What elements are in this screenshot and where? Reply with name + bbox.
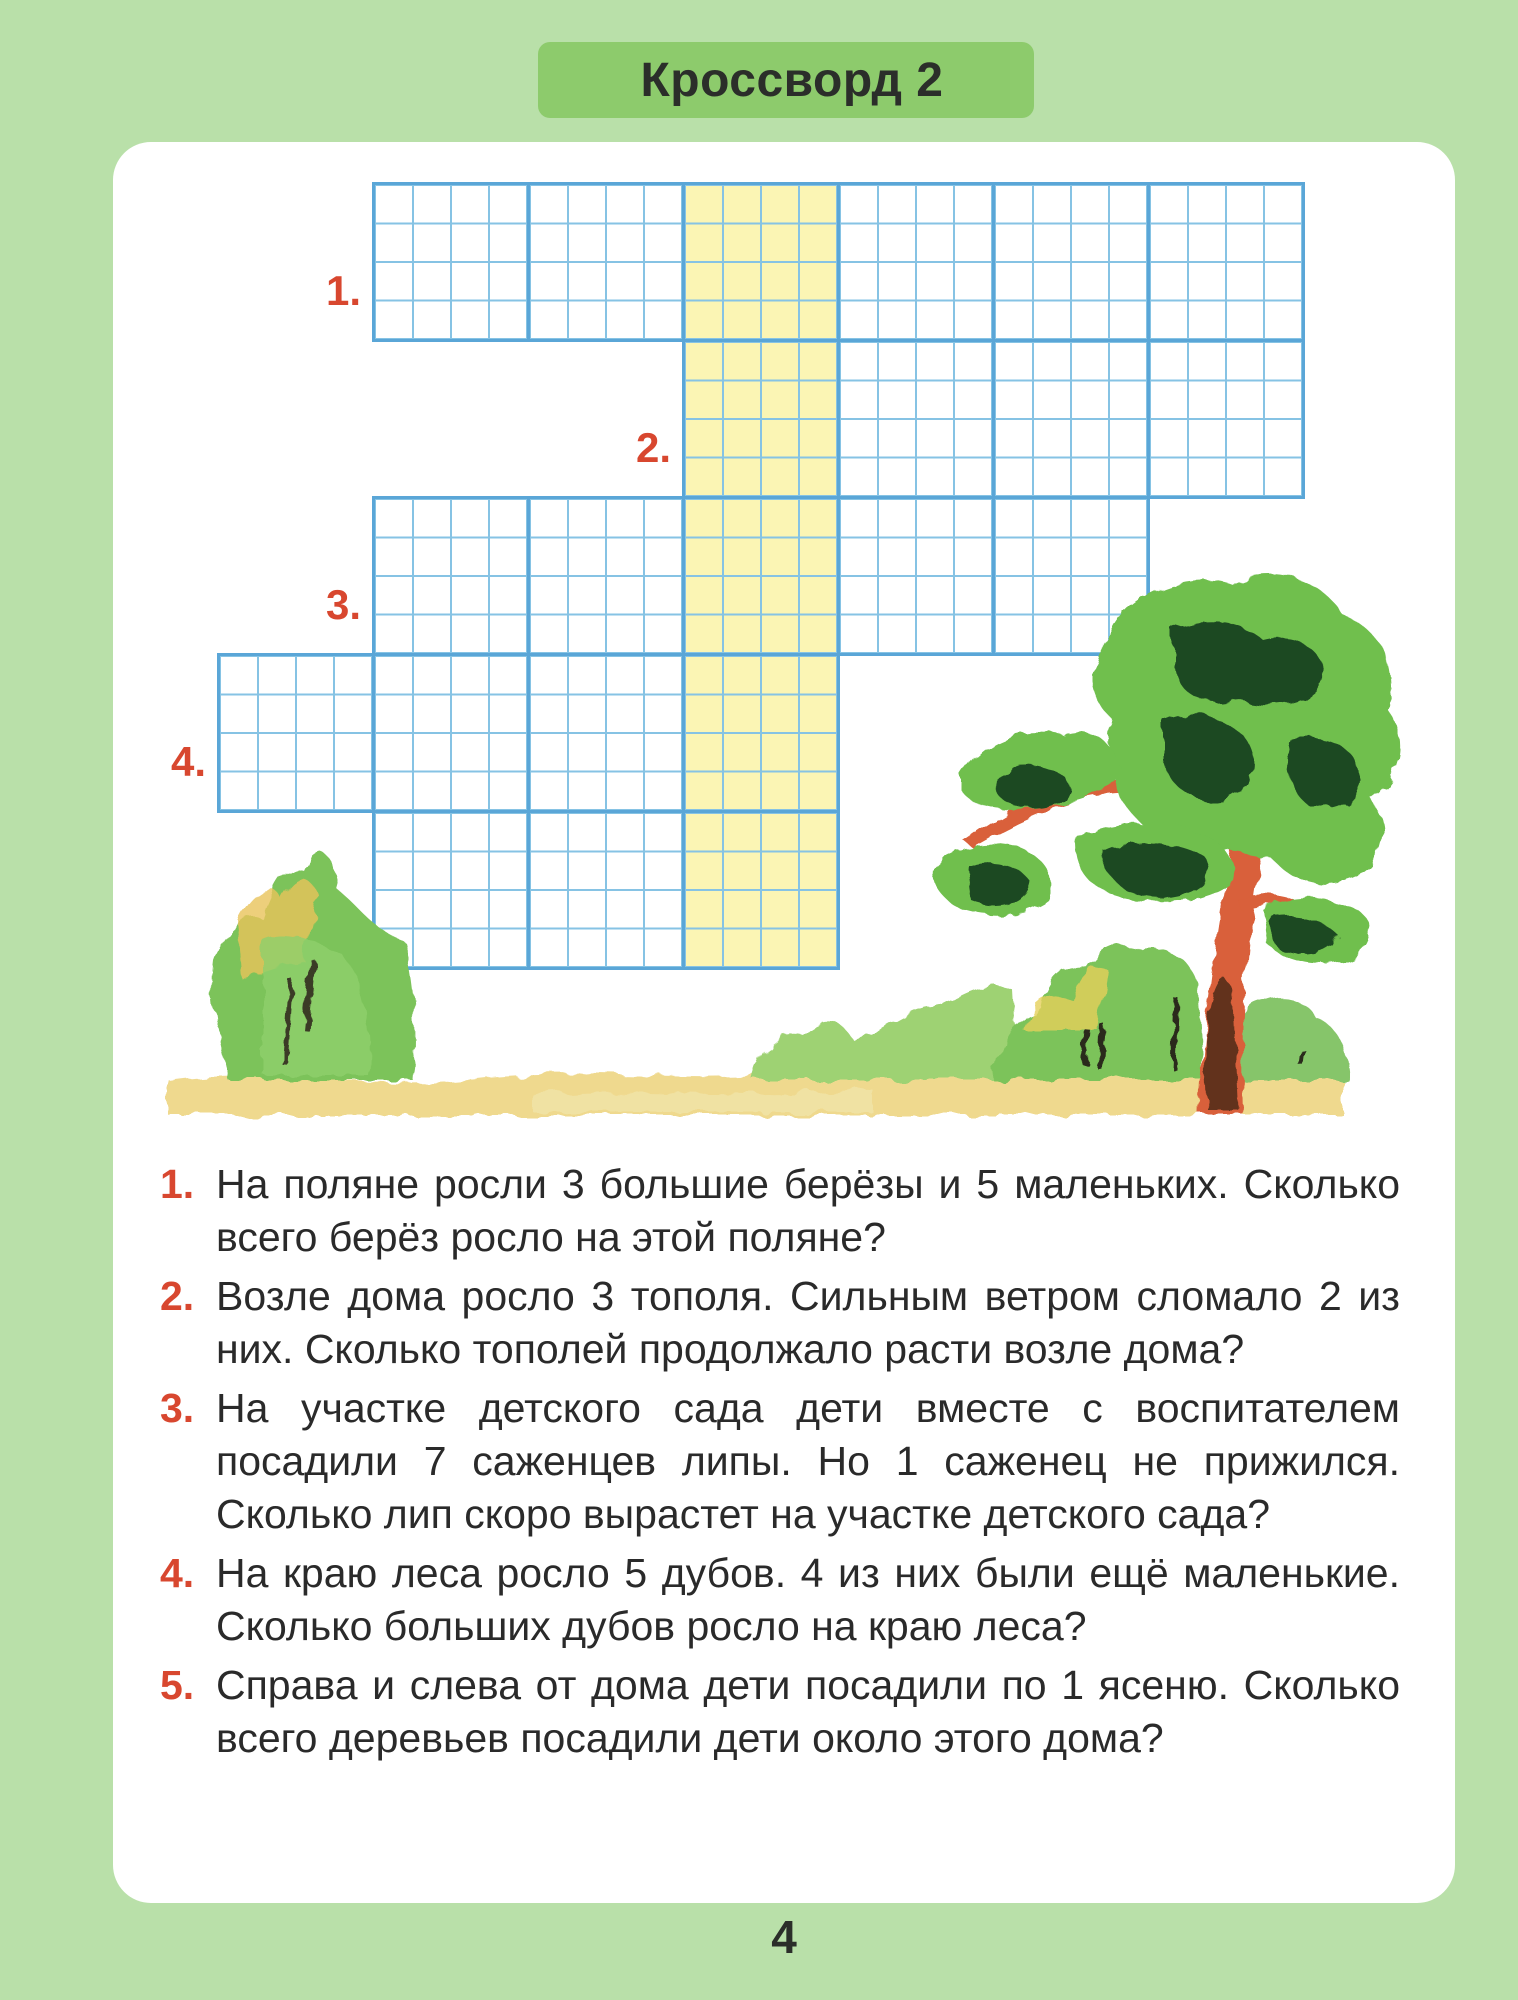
clue-item xyxy=(160,1158,1400,1264)
clue-item xyxy=(160,1382,1400,1541)
crossword-cell[interactable] xyxy=(527,182,685,342)
clue-number: 2. xyxy=(160,1273,195,1319)
left-bush xyxy=(212,853,415,1080)
crossword-cell[interactable] xyxy=(372,182,530,342)
right-bushes xyxy=(993,945,1348,1080)
clue-list xyxy=(160,1158,1400,1771)
crossword-cell[interactable] xyxy=(837,182,995,342)
crossword-cell[interactable] xyxy=(992,339,1150,499)
clue-number: 4. xyxy=(160,1550,195,1596)
crossword-cell[interactable] xyxy=(1147,339,1305,499)
crossword-row-label: 1. xyxy=(325,267,361,314)
clue-item xyxy=(160,1270,1400,1376)
page-title: Кроссворд 2 xyxy=(640,53,944,107)
clue-number: 3. xyxy=(160,1385,195,1431)
crossword-row-label: 4. xyxy=(170,738,206,785)
crossword-cell[interactable] xyxy=(992,182,1150,342)
crossword-cell[interactable] xyxy=(837,339,995,499)
crossword-row-label: 3. xyxy=(325,581,361,628)
clue-number: 5. xyxy=(160,1662,195,1708)
grass-patch xyxy=(753,986,1018,1080)
crossword-key-cell[interactable] xyxy=(682,339,840,499)
clue-text: Справа и слева от дома дети посадили по 1 ясеню. Сколько всего деревьев посадили дети около этого дома? xyxy=(216,1662,1400,1761)
crossword-key-cell[interactable] xyxy=(682,182,840,342)
clue-text: Возле дома росло 3 тополя. Сильным ветром сломало 2 из них. Сколько тополей продолжало расти возле дома? xyxy=(216,1273,1400,1372)
clue-text: На участке детского сада дети вместе с воспитателем посадили 7 саженцев липы. Но 1 саженец не прижился. Сколько лип скоро вырастет на участке детского сада? xyxy=(216,1385,1400,1537)
clue-item xyxy=(160,1547,1400,1653)
clue-item xyxy=(160,1659,1400,1765)
clue-number: 1. xyxy=(160,1161,195,1207)
clue-text: На поляне росли 3 большие берёзы и 5 маленьких. Сколько всего берёз росло на этой поляне? xyxy=(216,1161,1400,1260)
crossword-row-label: 2. xyxy=(635,424,671,471)
crossword-cell[interactable] xyxy=(1147,182,1305,342)
forest-illustration xyxy=(113,560,1455,1120)
clue-text: На краю леса росло 5 дубов. 4 из них были ещё маленькие. Сколько больших дубов росло на краю леса? xyxy=(216,1550,1400,1649)
page-number: 4 xyxy=(771,1911,797,1963)
tree-foliage xyxy=(933,576,1402,964)
